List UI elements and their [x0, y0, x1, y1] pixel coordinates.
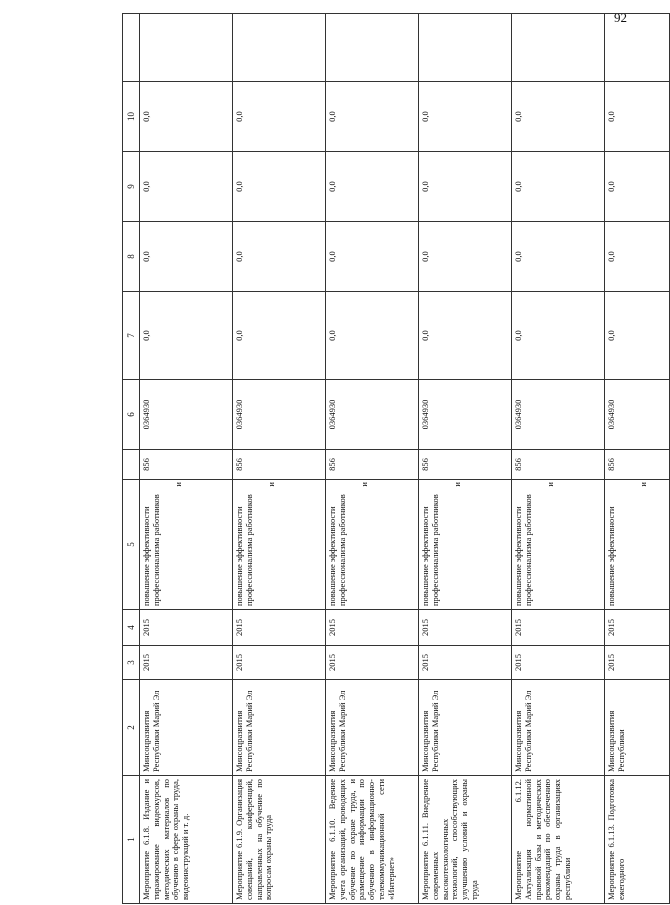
value-col-9: 0,0: [512, 152, 605, 222]
expected-result: [605, 480, 670, 610]
value-col-8: 0,0: [419, 222, 512, 292]
header-col-5: 5: [123, 480, 140, 610]
value-col-7: 0,0: [419, 292, 512, 380]
start-year: 2015: [326, 646, 419, 680]
expected-result-mark: и: [173, 482, 183, 487]
value-col-10: 0,0: [140, 82, 233, 152]
start-year: 2015: [605, 646, 670, 680]
header-col-extra: [123, 14, 140, 82]
target-article: 0364930: [605, 380, 670, 450]
target-article: 0364930: [326, 380, 419, 450]
expected-result: [419, 480, 512, 610]
program-measures-table: [122, 13, 670, 904]
empty-cell: [512, 14, 605, 82]
responsible-executor: Минсоцразвития Республики Марий Эл: [419, 680, 512, 776]
expected-result: [233, 480, 326, 610]
value-col-9: 0,0: [605, 152, 670, 222]
end-year: 2015: [419, 610, 512, 646]
value-col-10: 0,0: [326, 82, 419, 152]
target-article: 0364930: [419, 380, 512, 450]
responsible-executor: Минсоцразвития Республики Марий Эл: [326, 680, 419, 776]
expected-result: [140, 480, 233, 610]
header-row: [123, 14, 140, 904]
measure-description: Мероприятие 6.1.9. Организация совещаний, конференций, направленных на обучение по вопросам охраны труда: [233, 776, 326, 904]
target-article: 0364930: [140, 380, 233, 450]
page-number: 92: [614, 10, 627, 25]
budget-code: 856: [605, 450, 670, 480]
value-col-9: 0,0: [326, 152, 419, 222]
end-year: 2015: [233, 610, 326, 646]
table-row: [326, 14, 419, 904]
rotated-table-container: [122, 14, 648, 904]
measure-description: Мероприятие 6.1.8. Издание и тиражирование видеокурсов, методических материалов по обучению в сфере охраны труда, видеоинструкций и т. д.: [140, 776, 233, 904]
expected-result-mark: и: [545, 482, 555, 487]
table-row: [605, 14, 670, 904]
table-row: [140, 14, 233, 904]
budget-code: 856: [326, 450, 419, 480]
value-col-8: 0,0: [605, 222, 670, 292]
value-col-8: 0,0: [326, 222, 419, 292]
table-row: [419, 14, 512, 904]
value-col-9: 0,0: [233, 152, 326, 222]
value-col-7: 0,0: [326, 292, 419, 380]
value-col-7: 0,0: [512, 292, 605, 380]
expected-result: [326, 480, 419, 610]
expected-result-mark: и: [452, 482, 462, 487]
responsible-executor: Минсоцразвития Республики Марий Эл: [233, 680, 326, 776]
budget-code: 856: [140, 450, 233, 480]
expected-result-text: повышение эффективности профессионализма работников: [327, 494, 347, 606]
header-col-8: 8: [123, 222, 140, 292]
responsible-executor: Минсоцразвития Республики: [605, 680, 670, 776]
expected-result-mark: и: [638, 482, 648, 487]
empty-cell: [419, 14, 512, 82]
header-col-1: 1: [123, 776, 140, 904]
value-col-7: 0,0: [233, 292, 326, 380]
table-row: [233, 14, 326, 904]
responsible-executor: Минсоцразвития Республики Марий Эл: [140, 680, 233, 776]
header-col-code: [123, 450, 140, 480]
budget-code: 856: [512, 450, 605, 480]
value-col-7: 0,0: [140, 292, 233, 380]
empty-cell: [233, 14, 326, 82]
measure-description: Мероприятие 6.1.12. Актуализация нормативной правовой базы и методических рекомендаций по обеспечению охраны труда в организациях республики: [512, 776, 605, 904]
end-year: 2015: [605, 610, 670, 646]
start-year: 2015: [512, 646, 605, 680]
expected-result-mark: и: [359, 482, 369, 487]
expected-result-mark: и: [266, 482, 276, 487]
start-year: 2015: [140, 646, 233, 680]
expected-result-text: повышение эффективности профессионализма работников: [513, 494, 533, 606]
header-col-9: 9: [123, 152, 140, 222]
value-col-10: 0,0: [419, 82, 512, 152]
header-col-2: 2: [123, 680, 140, 776]
end-year: 2015: [512, 610, 605, 646]
empty-cell: [326, 14, 419, 82]
header-col-6: 6: [123, 380, 140, 450]
target-article: 0364930: [512, 380, 605, 450]
header-col-7: 7: [123, 292, 140, 380]
empty-cell: [140, 14, 233, 82]
budget-code: 856: [233, 450, 326, 480]
value-col-8: 0,0: [512, 222, 605, 292]
responsible-executor: Минсоцразвития Республики Марий Эл: [512, 680, 605, 776]
measure-description: Мероприятие 6.1.10. Ведение учета организаций, проводящих обучение по охране труда, и размещение информации по обучению в информационно-телекоммуникационной сети «Интернет»: [326, 776, 419, 904]
start-year: 2015: [419, 646, 512, 680]
end-year: 2015: [140, 610, 233, 646]
end-year: 2015: [326, 610, 419, 646]
value-col-10: 0,0: [233, 82, 326, 152]
expected-result-text: повышение эффективности профессионализма работников: [141, 494, 161, 606]
value-col-9: 0,0: [140, 152, 233, 222]
empty-cell: [605, 14, 670, 82]
value-col-10: 0,0: [512, 82, 605, 152]
measure-description: Мероприятие 6.1.11. Внедрение современных высокотехнологичных технологий, способствующих улучшению условий и охраны труда: [419, 776, 512, 904]
expected-result-text: повышение эффективности профессионализма работников: [234, 494, 254, 606]
expected-result-text: повышение эффективности профессионализма работников: [420, 494, 440, 606]
value-col-9: 0,0: [419, 152, 512, 222]
header-col-3: 3: [123, 646, 140, 680]
header-col-4: 4: [123, 610, 140, 646]
budget-code: 856: [419, 450, 512, 480]
value-col-7: 0,0: [605, 292, 670, 380]
expected-result: [512, 480, 605, 610]
target-article: 0364930: [233, 380, 326, 450]
value-col-8: 0,0: [233, 222, 326, 292]
start-year: 2015: [233, 646, 326, 680]
measure-description: Мероприятие 6.1.13. Подготовка ежегодного: [605, 776, 670, 904]
expected-result-text: повышение эффективности: [606, 506, 616, 606]
value-col-10: 0,0: [605, 82, 670, 152]
value-col-8: 0,0: [140, 222, 233, 292]
header-col-10: 10: [123, 82, 140, 152]
table-row: [512, 14, 605, 904]
